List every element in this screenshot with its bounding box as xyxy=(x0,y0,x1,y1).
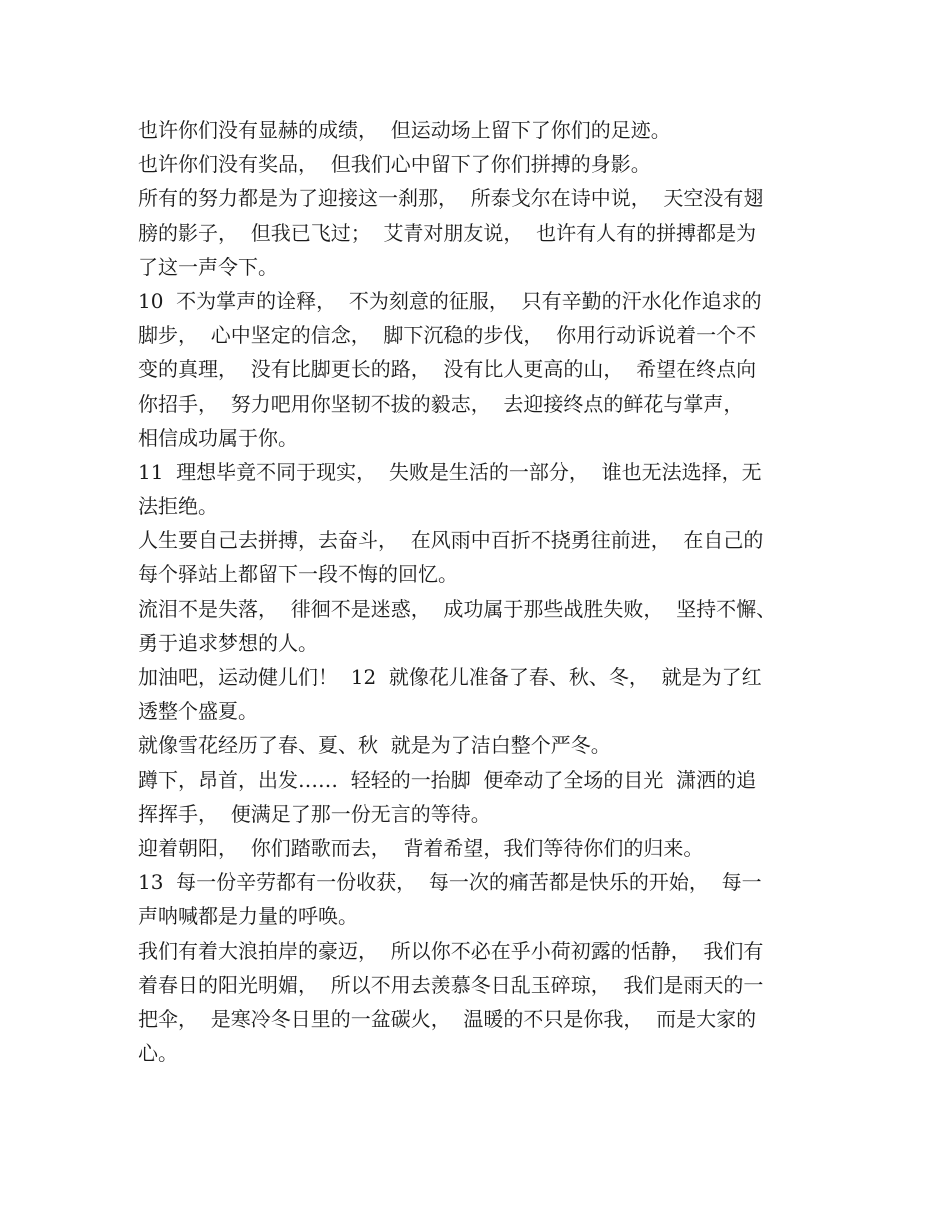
text-line: 透整个盛夏。 xyxy=(138,699,258,724)
text-line: 心。 xyxy=(138,1041,178,1066)
text-line: 每个驿站上都留下一段不悔的回忆。 xyxy=(138,562,458,587)
text-line: 也许你们没有显赫的成绩， 但运动场上留下了你们的足迹。 xyxy=(138,118,671,142)
text-line: 就像雪花经历了春、夏、秋 就是为了洁白整个严冬。 xyxy=(138,733,611,758)
text-line: 把伞， 是寒冷冬日里的一盆碳火， 温暖的不只是你我， 而是大家的 xyxy=(138,1006,757,1031)
document-body xyxy=(138,113,838,1070)
text-line: 脚步， 心中坚定的信念， 脚下沉稳的步伐， 你用行动诉说着一个不 xyxy=(138,323,757,348)
text-line: 膀的影子， 但我已飞过； 艾青对朋友说， 也许有人有的拼搏都是为 xyxy=(138,220,757,245)
text-line: 迎着朝阳， 你们踏歌而去， 背着希望，我们等待你们的归来。 xyxy=(138,835,704,860)
text-line: 声呐喊都是力量的呼唤。 xyxy=(138,904,358,929)
text-line: 加油吧，运动健儿们！ 12 就像花儿准备了春、秋、冬， 就是为了红 xyxy=(138,665,762,689)
text-line: 勇于追求梦想的人。 xyxy=(138,630,318,655)
text-line: 着春日的阳光明媚， 所以不用去羡慕冬日乱玉碎琼， 我们是雨天的一 xyxy=(138,972,764,997)
text-line: 法拒绝。 xyxy=(138,494,218,519)
text-line: 变的真理， 没有比脚更长的路， 没有比人更高的山， 希望在终点向 xyxy=(138,357,757,382)
text-line: 你招手， 努力吧用你坚韧不拔的毅志， 去迎接终点的鲜花与掌声， xyxy=(138,391,744,416)
text-line: 蹲下，昂首，出发…… 轻轻的一抬脚 便牵动了全场的目光 潇洒的追 xyxy=(138,767,757,792)
text-line: 也许你们没有奖品， 但我们心中留下了你们拼搏的身影。 xyxy=(138,152,651,177)
text-line: 流泪不是失落， 徘徊不是迷惑， 成功属于那些战胜失败， 坚持不懈、 xyxy=(138,596,777,621)
text-line: 相信成功属于你。 xyxy=(138,425,298,450)
text-line: 13 每一份辛劳都有一份收获， 每一次的痛苦都是快乐的开始， 每一 xyxy=(138,870,762,895)
text-line: 了这一声令下。 xyxy=(138,254,278,279)
text-line: 人生要自己去拼搏，去奋斗， 在风雨中百折不挠勇往前进， 在自己的 xyxy=(138,528,764,553)
text-line: 11 理想毕竟不同于现实， 失败是生活的一部分， 谁也无法选择，无 xyxy=(138,459,762,484)
text-line: 所有的努力都是为了迎接这一刹那， 所泰戈尔在诗中说， 天空没有翅 xyxy=(138,186,764,211)
text-line: 挥挥手， 便满足了那一份无言的等待。 xyxy=(138,801,491,826)
text-line: 我们有着大浪拍岸的豪迈， 所以你不必在乎小荷初露的恬静， 我们有 xyxy=(138,938,764,963)
text-line: 10 不为掌声的诠释， 不为刻意的征服， 只有辛勤的汗水化作追求的 xyxy=(138,288,762,313)
